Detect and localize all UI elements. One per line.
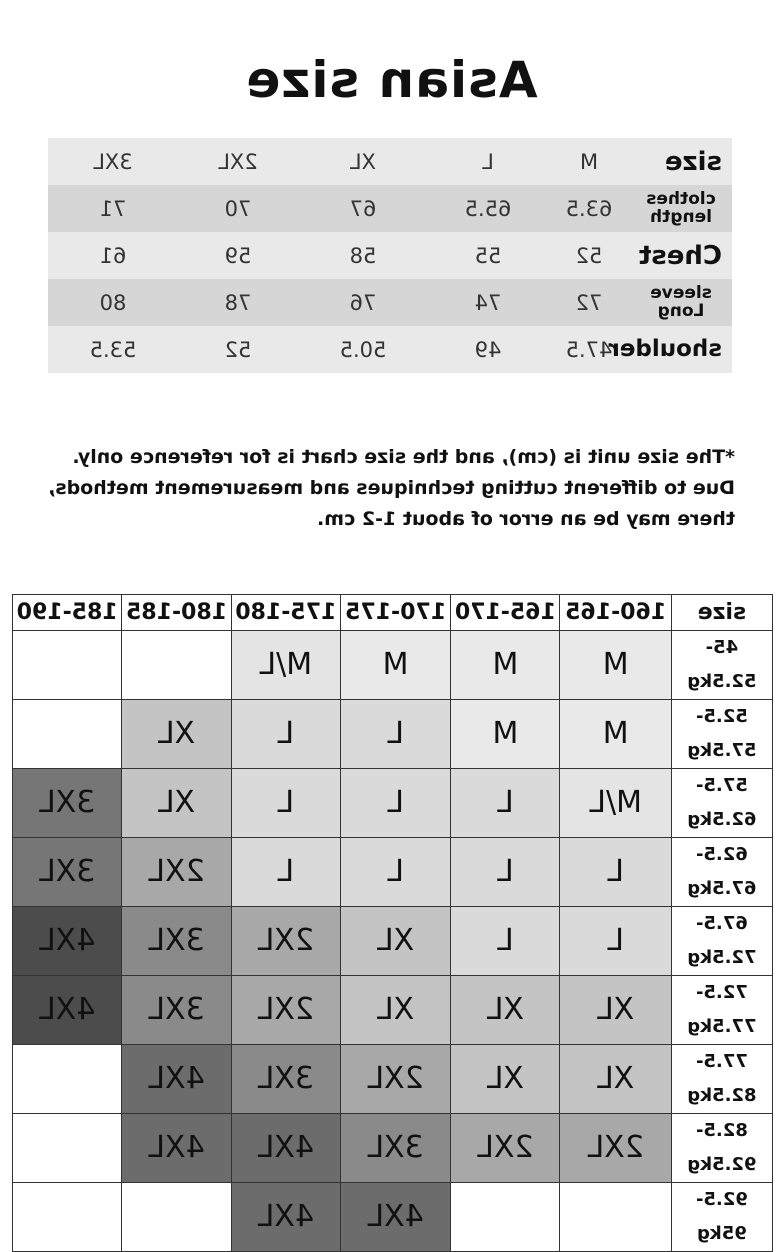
weight-row — [13, 631, 773, 700]
value-cell: 50.5 — [339, 337, 387, 362]
size-cell: XL — [340, 907, 450, 976]
size-cell: XL — [560, 976, 671, 1045]
row-label-line: length — [650, 206, 712, 227]
chart-corner-label: size — [671, 595, 772, 631]
size-header-cell: L — [482, 149, 494, 174]
size-cell: 3XL — [340, 1114, 450, 1183]
size-cell: 4XL — [122, 1045, 231, 1114]
value-cell: 55 — [474, 243, 502, 268]
value-cell: 72 — [575, 290, 603, 315]
value-cell: 53.5 — [89, 337, 137, 362]
chart-body — [13, 595, 773, 1252]
value-cell: 63.5 — [565, 196, 613, 221]
size-cell: 4XL — [340, 1183, 450, 1252]
page-title: Asian size — [245, 51, 538, 109]
value-cell: 59 — [224, 243, 252, 268]
size-cell: L — [340, 838, 450, 907]
size-measurement-table — [48, 138, 732, 373]
size-cell: 4XL — [13, 976, 122, 1045]
height-range-header: 165-170 — [451, 595, 560, 631]
height-range-header: 175-180 — [231, 595, 340, 631]
size-cell: 2XL — [340, 1045, 450, 1114]
size-cell: L — [231, 838, 340, 907]
weight-row — [13, 1183, 773, 1252]
size-header-row — [48, 138, 732, 185]
size-cell: L — [451, 769, 560, 838]
size-cell — [560, 1183, 671, 1252]
value-cell: 78 — [224, 290, 252, 315]
weight-row — [13, 976, 773, 1045]
clothes-length-row — [48, 185, 732, 232]
size-header-cell: XL — [349, 149, 377, 174]
size-cell: L — [560, 838, 671, 907]
weight-range-label: 92.5-95kg — [671, 1183, 772, 1252]
weight-row — [13, 838, 773, 907]
size-cell: 3XL — [13, 769, 122, 838]
weight-range-label: 72.5-77.5kg — [671, 976, 772, 1045]
weight-range-label: 57.5-62.5kg — [671, 769, 772, 838]
size-cell: L — [560, 907, 671, 976]
value-cell: 65.5 — [464, 196, 512, 221]
size-cell: XL — [122, 700, 231, 769]
note-line: there may be an error of about 1-2 cm. — [317, 508, 735, 530]
size-cell: L — [231, 769, 340, 838]
size-cell: 4XL — [231, 1183, 340, 1252]
height-range-header: 170-175 — [340, 595, 450, 631]
size-cell: 3XL — [122, 907, 231, 976]
weight-range-label: 77.5-82.5kg — [671, 1045, 772, 1114]
row-label: Chest — [638, 240, 722, 271]
value-cell: 49 — [474, 337, 502, 362]
weight-row — [13, 769, 773, 838]
weight-row — [13, 700, 773, 769]
weight-row — [13, 1045, 773, 1114]
row-label-line: Long — [657, 300, 705, 321]
height-range-header: 185-190 — [13, 595, 122, 631]
size-cell — [13, 700, 122, 769]
size-cell: 2XL — [560, 1114, 671, 1183]
size-header-label: size — [664, 146, 722, 177]
row-label — [630, 282, 732, 321]
value-cell: 70 — [224, 196, 252, 221]
row-label-line: clothes — [646, 188, 716, 209]
row-label-line: sleeve — [650, 282, 712, 303]
value-cell: 67 — [349, 196, 377, 221]
note-line: Due to different cutting techniques and measurement methods, — [48, 477, 735, 499]
size-cell: 4XL — [13, 907, 122, 976]
size-cell: M — [451, 700, 560, 769]
value-cell: 47.5 — [565, 337, 613, 362]
size-cell: 2XL — [122, 838, 231, 907]
weight-row — [13, 907, 773, 976]
weight-range-label: 52.5-57.5kg — [671, 700, 772, 769]
value-cell: 52 — [224, 337, 252, 362]
weight-range-label: 62.5-67.5kg — [671, 838, 772, 907]
size-header-cell: M — [579, 149, 599, 174]
size-cell — [13, 631, 122, 700]
size-cell: 2XL — [231, 907, 340, 976]
size-cell: M — [451, 631, 560, 700]
size-cell: XL — [122, 769, 231, 838]
size-cell — [122, 631, 231, 700]
value-cell: 74 — [474, 290, 502, 315]
size-cell: M — [560, 631, 671, 700]
value-cell: 61 — [99, 243, 127, 268]
size-cell: XL — [451, 1045, 560, 1114]
value-cell: 58 — [349, 243, 377, 268]
row-label: shoulder — [608, 336, 722, 362]
size-cell: L — [451, 907, 560, 976]
size-cell: L — [340, 769, 450, 838]
size-cell: 4XL — [122, 1114, 231, 1183]
sleeve-long-row — [48, 279, 732, 326]
size-cell — [13, 1114, 122, 1183]
weight-range-label: 45-52.5kg — [671, 631, 772, 700]
size-cell: 2XL — [231, 976, 340, 1045]
size-cell — [122, 1183, 231, 1252]
chest-row — [48, 232, 732, 279]
chart-header-row — [13, 595, 773, 631]
size-cell — [13, 1183, 122, 1252]
size-cell — [13, 1045, 122, 1114]
value-cell: 52 — [575, 243, 603, 268]
note-line: *The size unit is (cm), and the size chart is for reference only. — [72, 446, 735, 468]
size-cell: XL — [340, 976, 450, 1045]
size-cell: M/L — [560, 769, 671, 838]
size-cell: 2XL — [451, 1114, 560, 1183]
size-cell: 3XL — [122, 976, 231, 1045]
value-cell: 71 — [99, 196, 127, 221]
size-header-cell: 2XL — [218, 149, 258, 174]
size-cell: 3XL — [231, 1045, 340, 1114]
size-cell: L — [231, 700, 340, 769]
size-cell: XL — [560, 1045, 671, 1114]
weight-range-label: 67.5-72.5kg — [671, 907, 772, 976]
reference-note — [0, 442, 783, 535]
height-weight-size-chart — [12, 594, 773, 1252]
value-cell: 76 — [349, 290, 377, 315]
size-cell: M — [340, 631, 450, 700]
row-label — [630, 188, 732, 227]
shoulder-row — [48, 326, 732, 373]
size-cell: L — [451, 838, 560, 907]
size-cell: L — [340, 700, 450, 769]
size-cell: M — [560, 700, 671, 769]
size-cell: M/L — [231, 631, 340, 700]
height-range-header: 180-185 — [122, 595, 231, 631]
size-cell: 3XL — [13, 838, 122, 907]
size-cell — [451, 1183, 560, 1252]
size-cell: XL — [451, 976, 560, 1045]
weight-range-label: 82.5-92.5kg — [671, 1114, 772, 1183]
weight-row — [13, 1114, 773, 1183]
height-range-header: 160-165 — [560, 595, 671, 631]
value-cell: 80 — [99, 290, 127, 315]
size-header-cell: 3XL — [93, 149, 133, 174]
size-cell: 4XL — [231, 1114, 340, 1183]
